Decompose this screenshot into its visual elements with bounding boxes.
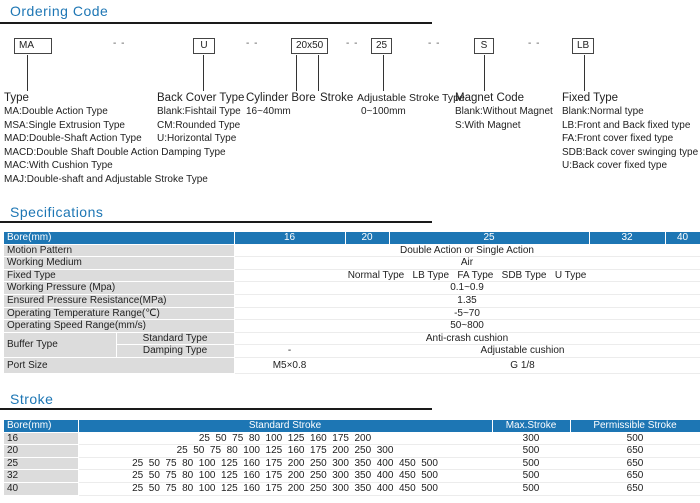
stroke-standard: 25 50 75 80 100 125 160 175 200 250 300 350 400 450 500 [78,482,492,495]
spec-row [4,257,700,270]
stroke-header-max: Max.Stroke [492,420,570,432]
stroke-standard: 25 50 75 80 100 125 160 175 200 250 300 350 400 450 500 [78,457,492,470]
code-dash: - - [113,38,126,49]
spec-row [4,282,700,295]
option-item: FA:Front cover fixed type [562,133,674,144]
table-row [4,470,700,483]
option-item: Blank:Without Magnet [455,106,553,117]
spec-value: Double Action or Single Action [234,244,700,257]
stroke-standard: 25 50 75 80 100 125 160 175 200 [78,432,492,445]
table-row [4,445,700,458]
stroke-max: 500 [492,445,570,458]
option-item: SDB:Back cover swinging type [562,146,699,158]
spec-value: Normal Type LB Type FA Type SDB Type U Type [234,269,700,282]
option-fixed [562,91,698,173]
spec-row [4,244,700,257]
stroke-header-standard: Standard Stroke [78,420,492,432]
option-item: MA:Double Action Type [4,106,108,117]
table-row [4,482,700,495]
buffer-standard-label: Standard Type [116,332,234,345]
stroke-bore: 40 [4,482,78,495]
stroke-standard: 25 50 75 80 100 125 160 175 200 250 300 [78,445,492,458]
spec-label: Motion Pattern [4,244,234,257]
bore-25: 25 [389,232,589,244]
stroke-bore: 32 [4,470,78,483]
spec-row [4,269,700,282]
code-box-fixed: LB [572,38,594,54]
option-cylinder-bore [246,91,316,119]
stroke-permissible: 650 [570,445,700,458]
spec-value: Air [234,257,700,270]
buffer-damping-small: - [234,345,345,358]
spec-label: Working Pressure (Mpa) [4,282,234,295]
option-heading: Type [4,92,29,104]
spec-label: Operating Speed Range(mm/s) [4,320,234,333]
option-heading: Stroke [320,92,354,104]
connector-line [296,55,297,91]
stroke-max: 500 [492,482,570,495]
spec-label: Ensured Pressure Resistance(MPa) [4,294,234,307]
specifications-title: Specifications [10,204,104,220]
option-item: MACD:Double Shaft Double Action Damping Type [4,146,226,158]
stroke-permissible: 650 [570,470,700,483]
spec-row [4,294,700,307]
spec-label: Working Medium [4,257,234,270]
stroke-max: 500 [492,470,570,483]
stroke-bore: 16 [4,432,78,445]
option-item: CM:Rounded Type [157,119,241,131]
connector-line [584,55,585,91]
spec-label: Operating Temperature Range(℃) [4,307,234,320]
code-dash: - - [428,38,441,49]
spec-row [4,307,700,320]
stroke-max: 300 [492,432,570,445]
ordering-code-title: Ordering Code [10,3,109,19]
buffer-damping-value: Adjustable cushion [345,345,700,358]
spec-value: 0.1~0.9 [234,282,700,295]
spec-row [4,332,700,345]
option-item: MAD:Double-Shaft Action Type [4,133,142,144]
stroke-permissible: 500 [570,432,700,445]
code-dash: - - [346,38,359,49]
option-item: U:Horizontal Type [157,133,237,144]
spec-label: Fixed Type [4,269,234,282]
stroke-header-permissible: Permissible Stroke [570,420,700,432]
option-heading: Cylinder Bore [246,92,316,104]
option-adjustable-stroke [357,91,465,119]
spec-value: -5~70 [234,307,700,320]
stroke-max: 500 [492,457,570,470]
option-heading: Magnet Code [455,92,525,104]
option-heading: Back Cover Type [157,92,245,104]
connector-line [203,55,204,91]
bore-16: 16 [234,232,345,244]
option-item: MSA:Single Extrusion Type [4,119,125,131]
option-item: U:Back cover fixed type [562,160,668,171]
stroke-header-row [4,420,700,432]
code-box-back-cover: U [193,38,215,54]
option-item: LB:Front and Back fixed type [562,119,691,131]
option-item: Blank:Fishtail Type [157,106,241,117]
option-magnet [455,91,553,132]
stroke-standard: 25 50 75 80 100 125 160 175 200 250 300 350 400 450 500 [78,470,492,483]
option-stroke [320,91,353,105]
option-item: 0~100mm [361,106,406,117]
stroke-header-bore: Bore(mm) [4,420,78,432]
option-item: MAC:With Cushion Type [4,160,113,171]
stroke-title: Stroke [10,391,54,407]
stroke-table [4,420,700,496]
bore-header: Bore(mm) [4,232,234,244]
code-dash: - - [246,38,259,49]
option-item: MAJ:Double-shaft and Adjustable Stroke Type [4,173,208,185]
table-row [4,432,700,445]
port-size-small: M5×0.8 [234,357,345,373]
bore-40: 40 [665,232,700,244]
option-item: Blank:Normal type [562,106,644,117]
stroke-bore: 25 [4,457,78,470]
buffer-label: Buffer Type [4,332,116,357]
stroke-bore: 20 [4,445,78,458]
spec-value: 50~800 [234,320,700,333]
stroke-permissible: 650 [570,457,700,470]
table-row [4,457,700,470]
spec-header-row [4,232,700,244]
option-item: S:With Magnet [455,119,521,131]
code-box-type: MA [14,38,52,54]
specifications-divider [0,221,432,223]
spec-row [4,357,700,373]
connector-line [318,55,319,91]
bore-32: 32 [589,232,665,244]
buffer-standard-value: Anti-crash cushion [234,332,700,345]
code-box-bore-stroke: 20x50 [291,38,328,54]
option-back-cover [157,91,244,146]
code-box-adjustable: 25 [371,38,392,54]
spec-value: 1.35 [234,294,700,307]
code-box-magnet: S [474,38,494,54]
connector-line [27,55,28,91]
stroke-divider [0,408,432,410]
option-heading: Adjustable Stroke Type [357,92,465,104]
connector-line [383,55,384,91]
port-size-large: G 1/8 [345,357,700,373]
stroke-permissible: 650 [570,482,700,495]
option-heading: Fixed Type [562,92,619,104]
port-size-label: Port Size [4,357,234,373]
code-dash: - - [528,38,541,49]
ordering-divider [0,22,432,24]
bore-20: 20 [345,232,389,244]
buffer-damping-label: Damping Type [116,345,234,358]
spec-row [4,320,700,333]
option-item: 16~40mm [246,106,291,117]
connector-line [484,55,485,91]
specifications-table [4,232,700,374]
